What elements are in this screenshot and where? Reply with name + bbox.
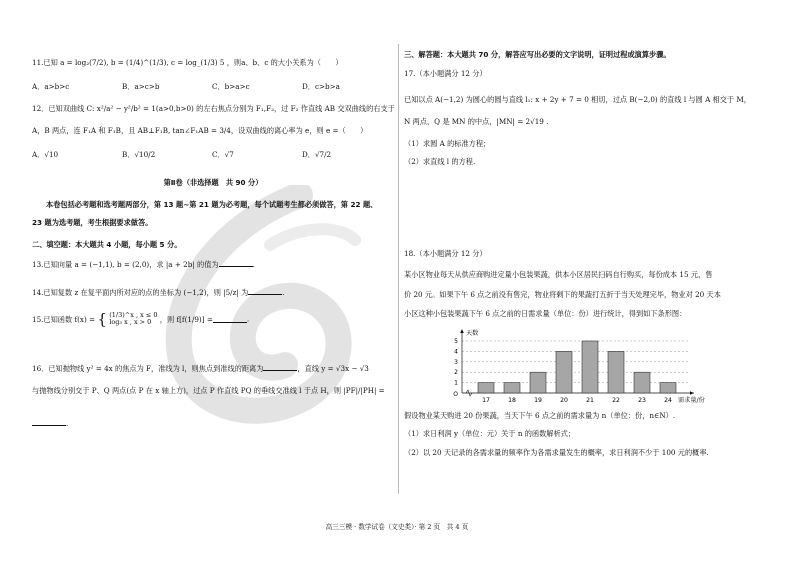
q16-text-1b: ，直线 y = √3x − √3 bbox=[297, 364, 369, 373]
section2-title: 二、填空题：本大题共 4 小题，每小题 5 分。 bbox=[32, 240, 182, 249]
bar bbox=[478, 383, 494, 393]
q18-line3: 小区这种小包装果蔬下午 6 点之前的日需求量（单位：份）进行统计，得到如下条形图： bbox=[404, 309, 687, 318]
q15-piecewise bbox=[109, 312, 157, 327]
y-tick-label: 1 bbox=[454, 379, 458, 387]
x-axis-arrow bbox=[690, 391, 694, 395]
q17-sub2: （2）求直线 l 的方程. bbox=[404, 157, 476, 166]
x-tick-label: 21 bbox=[586, 397, 594, 404]
q11-option-c: C．b>a>c bbox=[212, 82, 250, 91]
q18-line1: 某小区物业每天从供应商购进定量小包装果蔬，供本小区居民扫码自行购买，每份成本 15 元，售 bbox=[404, 270, 713, 279]
demand-bar-chart bbox=[440, 327, 710, 407]
bar bbox=[530, 372, 546, 393]
bar bbox=[660, 383, 676, 393]
x-tick-label: 20 bbox=[560, 397, 568, 404]
q16-line1 bbox=[32, 363, 369, 373]
y-tick-label: 5 bbox=[454, 338, 458, 345]
q16-line2: 与抛物线分别交于 P、Q 两点(点 P 在 x 轴上方)，过点 P 作直线 PQ 的垂线交准线 l 于点 H，则 |PF|/|PH| = bbox=[32, 386, 385, 395]
q17-sub1: （1）求圆 A 的标准方程； bbox=[404, 139, 491, 148]
part2-description-2: 23 题为选考题，考生根据要求做答。 bbox=[32, 218, 153, 227]
part2-description-1: 本卷包括必考题和选考题两部分，第 13 题~第 21 题为必考题，每个试题考生都必须做答，第 22 题、 bbox=[46, 200, 378, 209]
q15-piece-2: log₃ x , x > 0 bbox=[109, 318, 152, 327]
q11-option-d: D．c>b>a bbox=[302, 82, 340, 91]
q12-option-c: C．√7 bbox=[212, 150, 234, 159]
q16-text-1: 16．已知抛物线 y² = 4x 的焦点为 F，准线为 l，则焦点到准线的距离为 bbox=[32, 364, 264, 373]
q11-options bbox=[32, 82, 392, 91]
q12-stem-line2: A，B 两点，连 F₁A 和 F₁B，且 AB⊥F₁B, tan∠F₁AB = 3/4，设双曲线的离心率为 e，则 e =（ ） bbox=[32, 126, 368, 135]
q18-sub2: （2）以 20 天记录的各需求量的频率作为各需求量发生的概率，求日利润不少于 100 元的概率. bbox=[404, 448, 709, 457]
piecewise-brace: { bbox=[97, 310, 107, 328]
q15-answer-blank bbox=[213, 315, 247, 323]
q18-sub1: （1）求日利润 y（单位：元）关于 n 的函数解析式； bbox=[404, 429, 576, 438]
q16-answer-blank-2 bbox=[32, 418, 66, 426]
q15: 15.已知函数 f(x) = { (1/3)^x , x ≤ 0 log₃ x , x > 0 ，则 f[f(1/9)] = . bbox=[32, 310, 250, 328]
origin-label: O bbox=[453, 391, 458, 398]
x-tick-label: 24 bbox=[664, 397, 672, 404]
x-axis-label: 需求量/份 bbox=[678, 397, 705, 404]
bar bbox=[556, 351, 572, 393]
q18-line4: 假设物业某天购进 20 份果蔬，当天下午 6 点之前的需求量为 n（单位：份，n∈N）. bbox=[404, 411, 676, 420]
x-tick-label: 19 bbox=[534, 397, 542, 404]
bar bbox=[608, 351, 624, 393]
x-tick-label: 17 bbox=[482, 397, 490, 404]
x-tick-label: 23 bbox=[638, 397, 646, 404]
page-footer: 高三三模 · 数学试卷（文史类）· 第 2 页 共 4 页 bbox=[325, 523, 469, 531]
q17-line2: N 两点，Q 是 MN 的中点，|MN| = 2√19 . bbox=[404, 117, 549, 126]
q11-stem: 11.已知 a = log₂(7/2), b = (1/4)^(1/3), c = log_(1/3) 5 ，则a、b、c 的大小关系为（ ） bbox=[32, 58, 343, 67]
x-tick-label: 18 bbox=[508, 397, 516, 404]
y-tick-label: 2 bbox=[454, 369, 458, 377]
q13-answer-blank bbox=[219, 259, 253, 267]
q18-line2: 价 20 元。如果下午 6 点之前没有售完，物业将剩下的果蔬打五折于当天处理完毕，物业对 20 天本 bbox=[404, 290, 721, 299]
q15-piece-1: (1/3)^x , x ≤ 0 bbox=[109, 310, 158, 319]
q13: 13.已知向量 a = (−1,1), b = (2,0)，求 |a + 2b| 的值为 . bbox=[32, 260, 255, 269]
q16-line3: . bbox=[32, 418, 68, 428]
y-tick-label: 4 bbox=[454, 348, 458, 356]
section3-title: 三、解答题：本大题共 70 分，解答应写出必要的文字说明，证明过程或演算步骤。 bbox=[404, 50, 671, 59]
q17-heading: 17.（本小题满分 12 分） bbox=[404, 69, 487, 78]
column-divider bbox=[398, 44, 399, 494]
q14: 14.已知复数 z 在复平面内所对应的点的坐标为 (−1,2)，则 |5/z| 为 . bbox=[32, 288, 285, 297]
q12-option-d: D．√7/2 bbox=[302, 150, 332, 159]
y-axis-label: 天数 bbox=[466, 330, 479, 337]
q14-text: 14.已知复数 z 在复平面内所对应的点的坐标为 (−1,2)，则 |5/z| 为 bbox=[32, 288, 249, 297]
bar bbox=[504, 383, 520, 393]
q12-option-b: B．√10/2 bbox=[122, 150, 156, 159]
y-tick-label: 3 bbox=[454, 358, 458, 366]
q12-option-a: A．√10 bbox=[32, 150, 59, 159]
q11-option-b: B．a>c>b bbox=[122, 82, 160, 91]
q11-option-a: A．a>b>c bbox=[32, 82, 70, 91]
q15-suffix: ，则 f[f(1/9)] = bbox=[159, 314, 213, 324]
q17-line1: 已知以点 A(−1,2) 为圆心的圆与直线 l₁: x + 2y + 7 = 0 相切，过点 B(−2,0) 的直线 l 与圆 A 相交于 M， bbox=[404, 95, 751, 104]
q12-stem-line1: 12．已知双曲线 C: x²/a² − y²/b² = 1(a>0,b>0) 的左右焦点分别为 F₁,F₂，过 F₂ 作直线 AB 交双曲线的右支于 bbox=[32, 104, 395, 113]
bar bbox=[634, 372, 650, 393]
q12-options bbox=[32, 150, 392, 159]
x-tick-label: 22 bbox=[612, 397, 620, 404]
bar bbox=[582, 341, 598, 393]
y-axis-arrow bbox=[460, 329, 464, 333]
q14-answer-blank bbox=[248, 287, 282, 295]
q15-prefix: 15.已知函数 f(x) = bbox=[32, 314, 96, 324]
part2-title: 第Ⅱ卷（非选择题 共 90 分） bbox=[163, 178, 263, 187]
q18-heading: 18.（本小题满分 12 分） bbox=[404, 249, 487, 258]
q16-answer-blank-1 bbox=[263, 363, 297, 371]
q13-text: 13.已知向量 a = (−1,1), b = (2,0)，求 |a + 2b| 的值为 bbox=[32, 260, 219, 269]
